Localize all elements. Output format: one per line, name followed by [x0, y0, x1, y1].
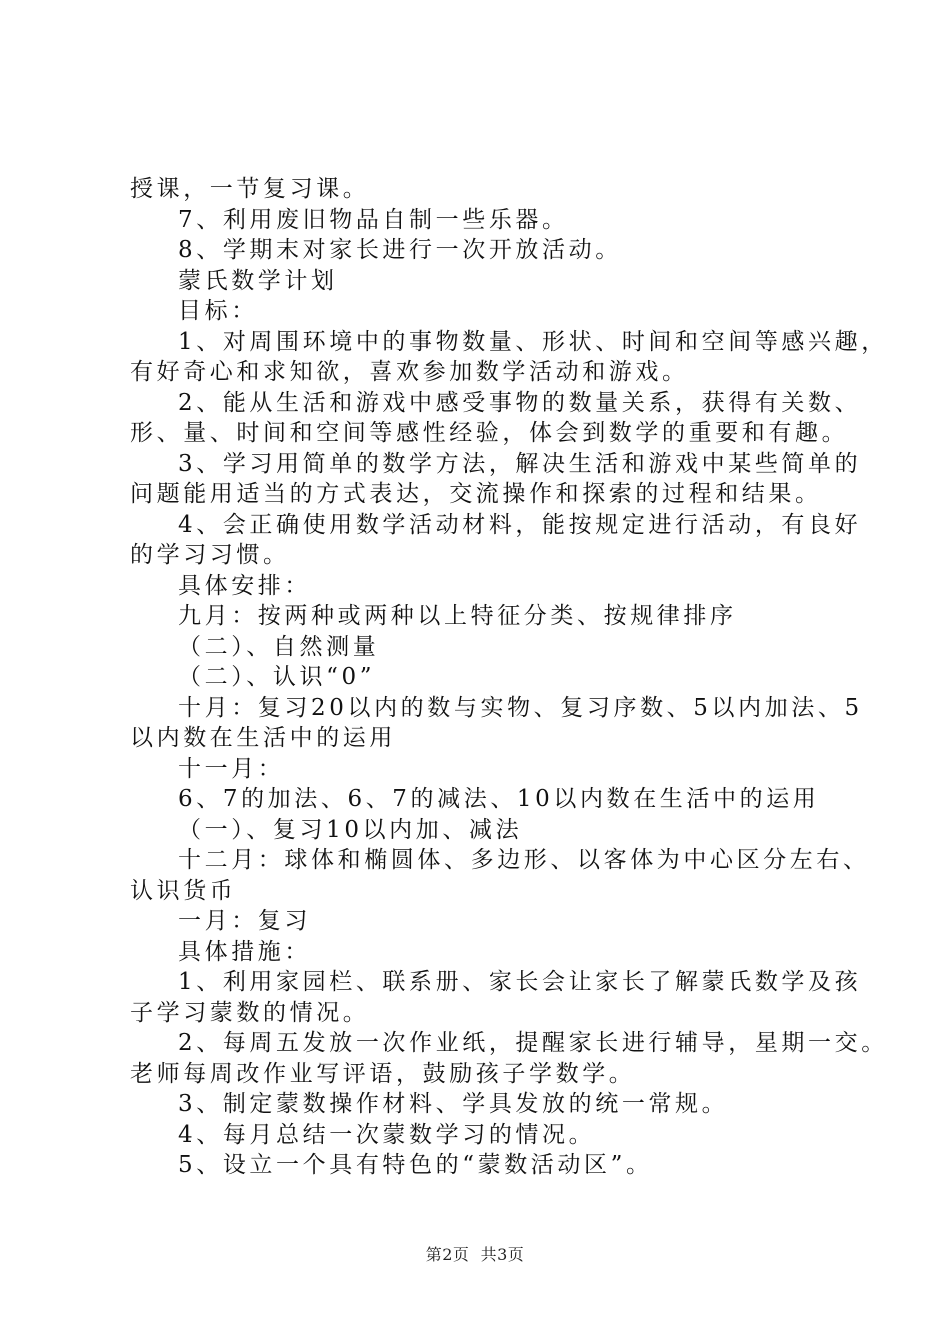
document-line: 的学习习惯。 — [130, 542, 290, 568]
document-line: 蒙氏数学计划 — [178, 267, 338, 294]
document-line: 以内数在生活中的运用 — [130, 725, 396, 751]
document-line: 有好奇心和求知欲，喜欢参加数学活动和游戏。 — [130, 359, 689, 385]
document-line: 5、设立一个具有特色的“蒙数活动区”。 — [178, 1152, 653, 1178]
document-line: 问题能用适当的方式表达，交流操作和探索的过程和结果。 — [130, 481, 822, 507]
document-line: 子学习蒙数的情况。 — [130, 999, 370, 1026]
document-line: 7、利用废旧物品自制一些乐器。 — [178, 206, 569, 233]
document-line: 具体措施： — [178, 938, 311, 965]
document-line: （二）、认识“0” — [178, 664, 376, 690]
document-line: 6、7的加法、6、7的减法、10以内数在生活中的运用 — [178, 786, 820, 812]
document-line: 2、能从生活和游戏中感受事物的数量关系，获得有关数、 — [178, 389, 862, 416]
document-line: 3、制定蒙数操作材料、学具发放的统一常规。 — [178, 1091, 729, 1117]
document-line: （二）、自然测量 — [178, 633, 380, 660]
document-line: 授课，一节复习课。 — [130, 176, 370, 202]
document-line: 十二月：球体和椭圆体、多边形、以客体为中心区分左右、 — [178, 847, 870, 873]
document-line: 4、每月总结一次蒙数学习的情况。 — [178, 1121, 596, 1148]
document-line: 具体安排： — [178, 572, 311, 599]
document-body — [130, 174, 888, 1181]
document-line: 1、对周围环境中的事物数量、形状、时间和空间等感兴趣， — [178, 328, 888, 355]
document-line: 8、学期末对家长进行一次开放活动。 — [178, 237, 622, 263]
document-line: 十月：复习20以内的数与实物、复习序数、5以内加法、5 — [178, 694, 863, 721]
document-line: 形、量、时间和空间等感性经验，体会到数学的重要和有趣。 — [130, 420, 849, 446]
document-line: 目标： — [178, 298, 258, 324]
document-line: 2、每周五发放一次作业纸，提醒家长进行辅导，星期一交。 — [178, 1030, 888, 1056]
document-line: 老师每周改作业写评语，鼓励孩子学数学。 — [130, 1060, 636, 1087]
document-line: 十一月： — [178, 755, 285, 782]
page-footer: 第2页 共3页 — [425, 1245, 525, 1264]
document-line: 4、会正确使用数学活动材料，能按规定进行活动，有良好 — [178, 511, 862, 538]
document-line: （一）、复习10以内加、减法 — [178, 816, 523, 843]
document-line: 3、学习用简单的数学方法，解决生活和游戏中某些简单的 — [178, 450, 862, 477]
document-line: 认识货币 — [130, 877, 237, 904]
document-line: 一月：复习 — [178, 908, 311, 934]
document-line: 1、利用家园栏、联系册、家长会让家长了解蒙氏数学及孩 — [178, 969, 862, 995]
document-line: 九月：按两种或两种以上特征分类、按规律排序 — [178, 603, 737, 629]
